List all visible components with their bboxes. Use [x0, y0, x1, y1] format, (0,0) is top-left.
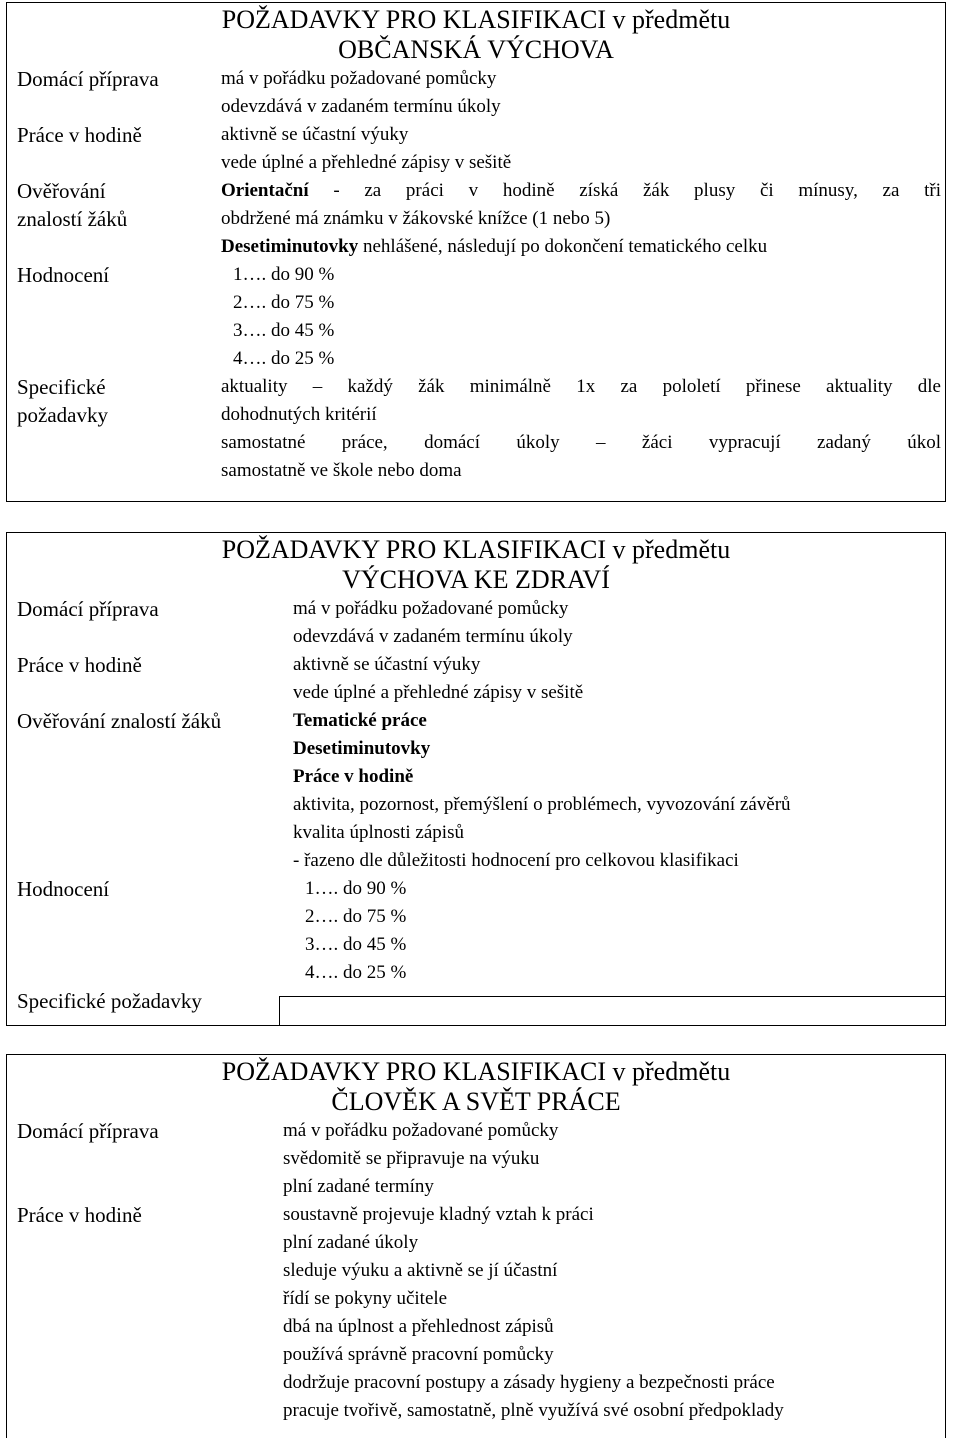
row-prace-v-hodine [7, 121, 945, 177]
grade-item: 2…. do 75 % [233, 292, 335, 313]
row-hodnoceni [7, 261, 945, 373]
label-line: Specifické [17, 375, 106, 399]
grade-item: 4…. do 25 % [233, 348, 335, 369]
list-item: odevzdává v zadaném termínu úkoly [221, 96, 501, 117]
row-domaci-priprava [7, 595, 945, 651]
row-overovani [7, 177, 945, 261]
table-obcanska-vychova [6, 2, 946, 502]
row-prace-v-hodine [7, 1201, 945, 1425]
row-label: Specifické požadavky [17, 989, 202, 1013]
row-label [7, 177, 221, 261]
bold-item: Tematické práce [293, 710, 427, 731]
list-item: aktuality – každý žák minimálně 1x za pololetí přinese aktuality dle [221, 376, 941, 397]
row-specificke-pozadavky [7, 373, 945, 485]
list-item: má v pořádku požadované pomůcky [283, 1120, 559, 1141]
term-text: - za práci v hodině získá žák plusy či mínusy, za tři [308, 180, 941, 201]
row-domaci-priprava [7, 65, 945, 121]
term-bold: Desetiminutovky [221, 236, 359, 257]
desetiminutovky-line [221, 233, 941, 261]
list-item: pracuje tvořivě, samostatně, plně využívá své osobní předpoklady [283, 1400, 784, 1421]
section-title [7, 533, 945, 595]
title-line-1: POŽADAVKY PRO KLASIFIKACI v předmětu [221, 535, 731, 564]
list-item: aktivně se účastní výuky [293, 654, 481, 675]
row-hodnoceni [7, 875, 945, 987]
table-clovek-a-svet-prace [6, 1054, 946, 1438]
term-bold: Orientační [221, 180, 309, 201]
row-label: Domácí příprava [17, 67, 159, 91]
list-item: obdržené má známku v žákovské knížce (1 nebo 5) [221, 208, 611, 229]
list-item: sleduje výuku a aktivně se jí účastní [283, 1260, 558, 1281]
bold-item: Desetiminutovky [293, 738, 431, 759]
list-item: aktivně se účastní výuky [221, 124, 409, 145]
grade-item: 2…. do 75 % [305, 906, 407, 927]
title-line-2: ČLOVĚK A SVĚT PRÁCE [331, 1087, 621, 1116]
list-item: kvalita úplnosti zápisů [293, 822, 464, 843]
list-item: vede úplné a přehledné zápisy v sešitě [293, 682, 584, 703]
term-text: nehlášené, následují po dokončení tematického celku [358, 236, 768, 257]
grade-item: 4…. do 25 % [305, 962, 407, 983]
row-label: Práce v hodině [17, 123, 142, 147]
row-label: Hodnocení [17, 877, 110, 901]
section-title [7, 3, 945, 65]
row-label: Domácí příprava [17, 1119, 159, 1143]
list-item: - řazeno dle důležitosti hodnocení pro celkovou klasifikaci [293, 850, 739, 871]
list-item: řídí se pokyny učitele [283, 1288, 448, 1309]
label-line: znalostí žáků [17, 207, 128, 231]
list-item: plní zadané úkoly [283, 1232, 419, 1253]
row-label [7, 373, 221, 485]
list-item: plní zadané termíny [283, 1176, 434, 1197]
title-line-1: POŽADAVKY PRO KLASIFIKACI v předmětu [221, 1057, 731, 1086]
empty-cell [279, 996, 946, 1026]
title-line-2: OBČANSKÁ VÝCHOVA [338, 35, 614, 64]
list-item: používá správně pracovní pomůcky [283, 1344, 554, 1365]
grade-item: 3…. do 45 % [305, 934, 407, 955]
orientacni-line [221, 177, 941, 205]
list-item: samostatné práce, domácí úkoly – žáci vypracují zadaný úkol [221, 432, 941, 453]
list-item: dodržuje pracovní postupy a zásady hygieny a bezpečnosti práce [283, 1372, 775, 1393]
row-prace-v-hodine [7, 651, 945, 707]
grade-item: 1…. do 90 % [305, 878, 407, 899]
row-label: Práce v hodině [17, 653, 142, 677]
grade-item: 1…. do 90 % [233, 264, 335, 285]
list-item: dbá na úplnost a přehlednost zápisů [283, 1316, 554, 1337]
row-domaci-priprava [7, 1117, 945, 1201]
row-label: Ověřování znalostí žáků [17, 709, 222, 733]
title-line-2: VÝCHOVA KE ZDRAVÍ [342, 565, 610, 594]
row-label: Práce v hodině [17, 1203, 142, 1227]
list-item: odevzdává v zadaném termínu úkoly [293, 626, 573, 647]
row-overovani [7, 707, 945, 875]
list-item: dohodnutých kritérií [221, 404, 377, 425]
label-line: Ověřování [17, 179, 106, 203]
grade-item: 3…. do 45 % [233, 320, 335, 341]
title-line-1: POŽADAVKY PRO KLASIFIKACI v předmětu [221, 5, 731, 34]
table-vychova-ke-zdravi [6, 532, 946, 1026]
list-item: vede úplné a přehledné zápisy v sešitě [221, 152, 512, 173]
list-item: soustavně projevuje kladný vztah k práci [283, 1204, 594, 1225]
list-item: svědomitě se připravuje na výuku [283, 1148, 540, 1169]
list-item: má v pořádku požadované pomůcky [293, 598, 569, 619]
label-line: požadavky [17, 403, 108, 427]
list-item: aktivita, pozornost, přemýšlení o problémech, vyvozování závěrů [293, 794, 791, 815]
bold-item: Práce v hodině [293, 766, 414, 787]
section-title [7, 1055, 945, 1117]
row-label: Domácí příprava [17, 597, 159, 621]
list-item: samostatně ve škole nebo doma [221, 460, 462, 481]
row-label: Hodnocení [17, 263, 110, 287]
list-item: má v pořádku požadované pomůcky [221, 68, 497, 89]
